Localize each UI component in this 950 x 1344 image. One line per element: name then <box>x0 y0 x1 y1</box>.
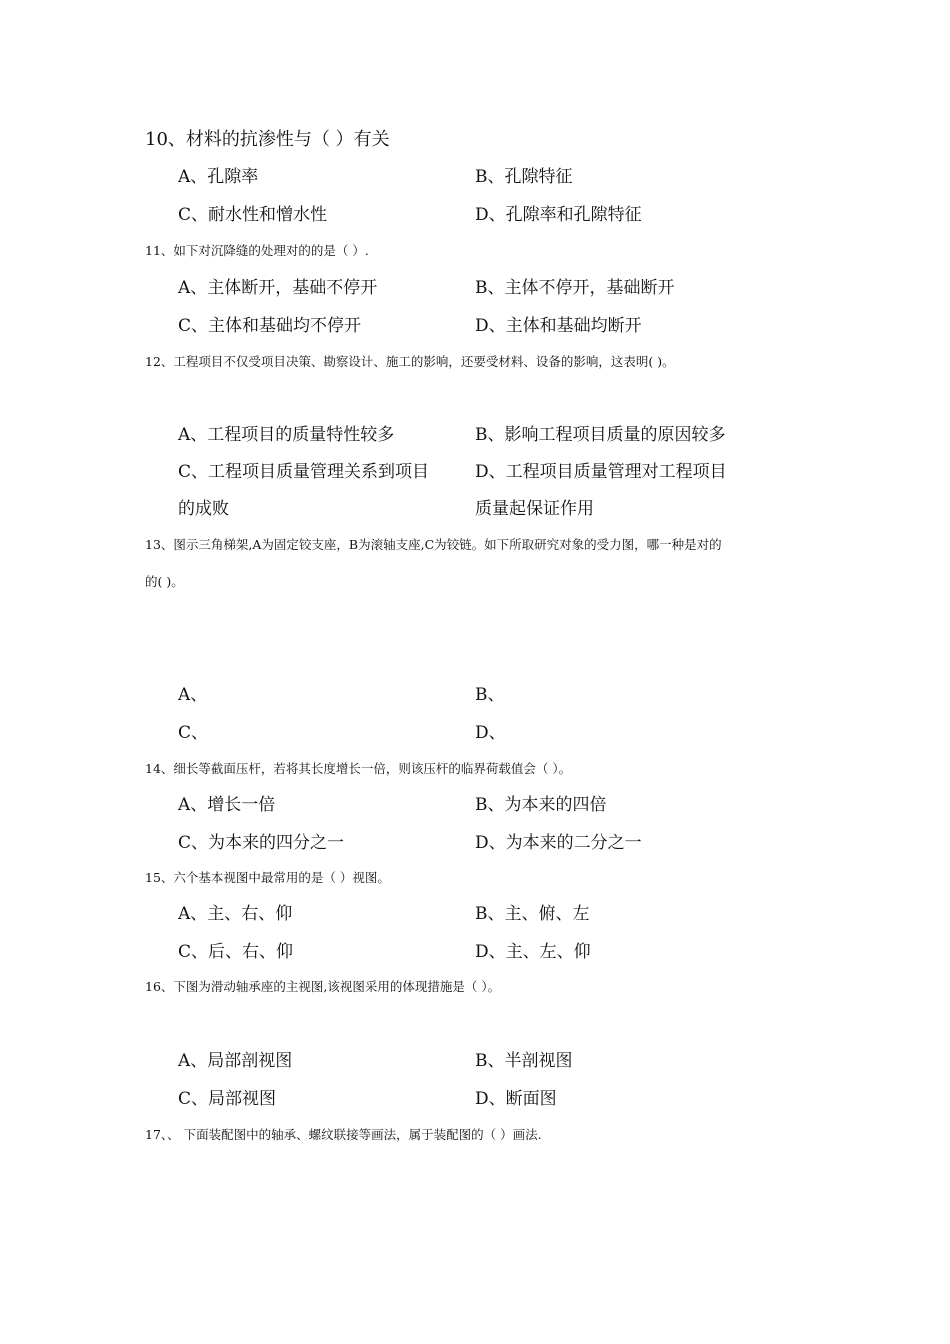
question-15-option-c: C、后、右、仰 <box>178 942 294 962</box>
question-11-option-a: A、主体断开，基础不停开 <box>178 278 378 298</box>
question-15-option-a: A、主、右、仰 <box>178 904 293 924</box>
question-12-option-b: B、影响工程项目质量的原因较多 <box>475 425 726 445</box>
question-13-option-a: A、 <box>178 685 208 705</box>
question-14-option-b: B、为本来的四倍 <box>475 795 607 815</box>
question-10-stem: 10、材料的抗渗性与（ ）有关 <box>145 129 390 150</box>
question-10-option-a: A、孔隙率 <box>178 167 259 187</box>
question-10-option-d: D、孔隙率和孔隙特征 <box>475 205 642 225</box>
question-15-stem: 15、六个基本视图中最常用的是（ ）视图。 <box>145 870 390 885</box>
question-17-stem: 17、、 下面装配图中的轴承、螺纹联接等画法，属于装配图的（ ）画法. <box>145 1127 542 1142</box>
question-16-option-d: D、断面图 <box>475 1089 557 1109</box>
question-11-stem: 11、如下对沉降缝的处理对的的是（ ）. <box>145 243 369 258</box>
question-12-option-d: D、工程项目质量管理对工程项目 <box>475 462 727 482</box>
question-14-stem: 14、细长等截面压杆，若将其长度增长一倍，则该压杆的临界荷载值会（ ）。 <box>145 761 572 776</box>
question-13-stem: 13、图示三角梯架,A为固定铰支座，B为滚轴支座,C为铰链。如下所取研究对象的受力图，哪一种是对的 <box>145 537 722 552</box>
question-14-option-a: A、增长一倍 <box>178 795 276 815</box>
question-16-option-a: A、局部剖视图 <box>178 1051 293 1071</box>
question-15-option-d: D、主、左、仰 <box>475 942 591 962</box>
question-13-option-d: D、 <box>475 723 506 743</box>
question-14-option-c: C、为本来的四分之一 <box>178 833 345 853</box>
question-13-stem-continued: 的( )。 <box>145 574 184 589</box>
question-10-option-b: B、孔隙特征 <box>475 167 573 187</box>
question-12-option-c: C、工程项目质量管理关系到项目 <box>178 462 430 482</box>
question-11-option-d: D、主体和基础均断开 <box>475 316 642 336</box>
question-12-option-d-continued: 质量起保证作用 <box>475 499 594 519</box>
question-12-stem: 12、工程项目不仅受项目决策、勘察设计、施工的影响，还要受材料、设备的影响，这表明( )。 <box>145 354 675 369</box>
question-13-option-c: C、 <box>178 723 209 743</box>
question-10-option-c: C、耐水性和憎水性 <box>178 205 328 225</box>
question-16-option-c: C、局部视图 <box>178 1089 277 1109</box>
question-14-option-d: D、为本来的二分之一 <box>475 833 642 853</box>
question-16-stem: 16、下图为滑动轴承座的主视图,该视图采用的体现措施是（ ）。 <box>145 979 501 994</box>
question-12-option-a: A、工程项目的质量特性较多 <box>178 425 395 445</box>
question-13-option-b: B、 <box>475 685 505 705</box>
question-15-option-b: B、主、俯、左 <box>475 904 590 924</box>
question-11-option-c: C、主体和基础均不停开 <box>178 316 362 336</box>
question-16-option-b: B、半剖视图 <box>475 1051 573 1071</box>
question-12-option-c-continued: 的成败 <box>178 499 229 519</box>
question-11-option-b: B、主体不停开，基础断开 <box>475 278 675 298</box>
